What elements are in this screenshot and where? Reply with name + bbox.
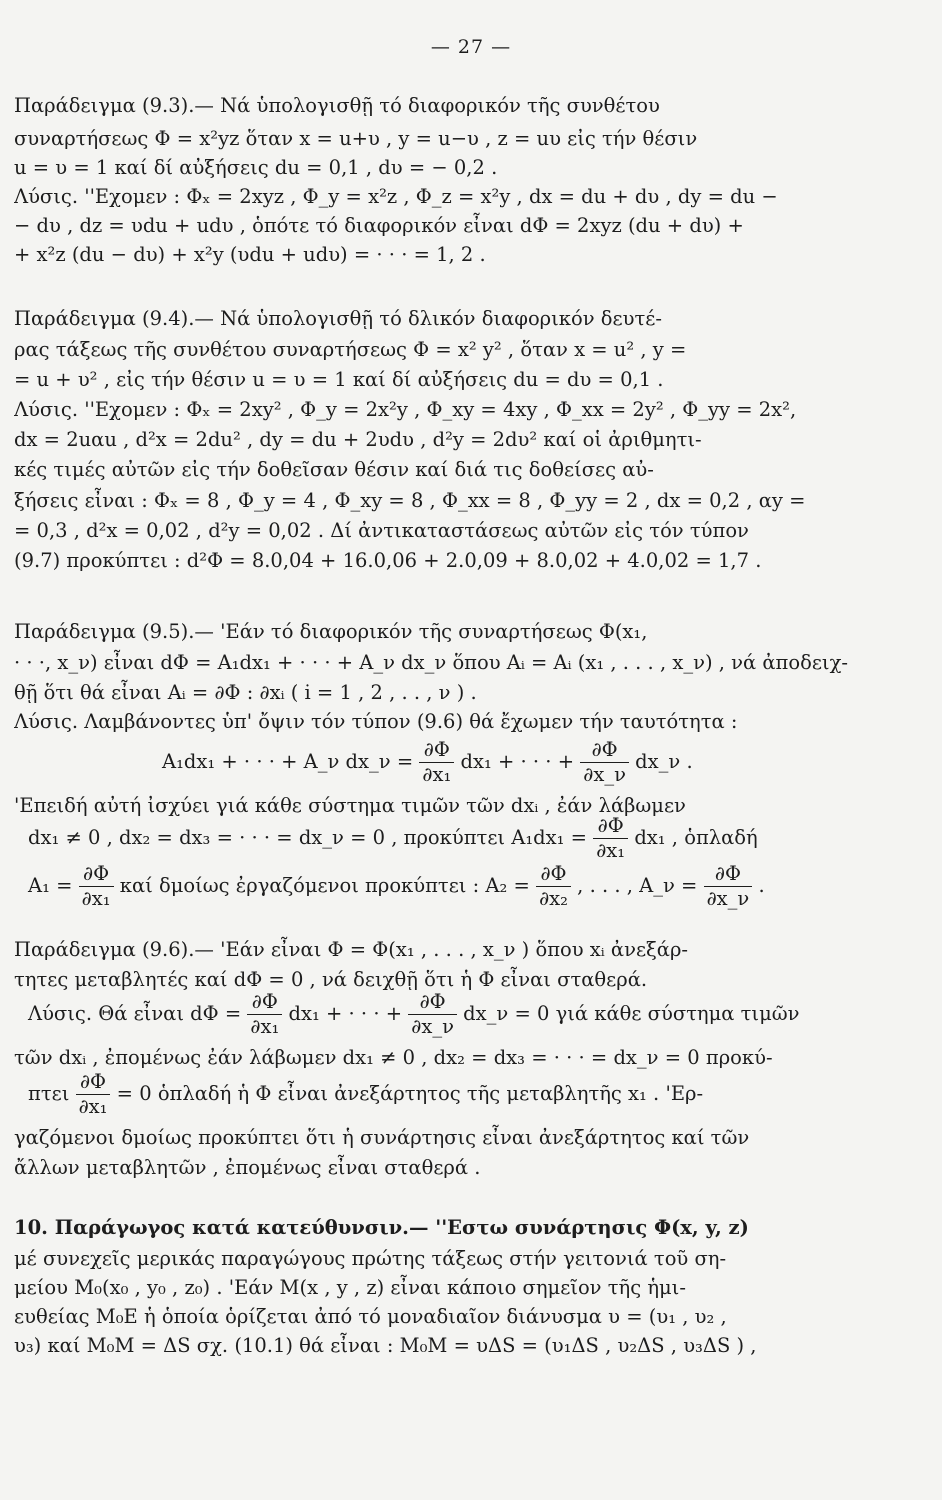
example-9-5-heading: Παράδειγμα (9.5).— 'Εάν τό διαφορικόν τῆς συναρτήσεως Φ(x₁, [14, 620, 648, 643]
equation-line [28, 814, 758, 863]
numerator: ∂Φ [593, 814, 628, 839]
denominator: ∂x₂ [539, 887, 568, 910]
numerator: ∂Φ [76, 1070, 111, 1095]
solution-line: Λύσις. ''Εχομεν : Φₓ = 2xy² , Φ_y = 2x²y , Φ_xy = 4xy , Φ_xx = 2y² , Φ_yy = 2x², [14, 398, 797, 421]
denominator: ∂x₁ [250, 1015, 280, 1038]
text-line: u = υ = 1 καί δί αὐξήσεις du = 0,1 , dυ = − 0,2 . [14, 156, 498, 179]
text-line: θῇ ὅτι θά εἶναι Aᵢ = ∂Φ : ∂xᵢ ( i = 1 , 2 , . . , ν ) . [14, 681, 477, 704]
equation-line [28, 1070, 703, 1119]
text-line: μέ συνεχεῖς μερικάς παραγώγους πρώτης τάξεως στήν γειτονιά τοῦ ση- [14, 1247, 727, 1270]
text-span: = 0 ὁπλαδή ἡ Φ εἶναι ἀνεξάρτητος τῆς μεταβλητῆς x₁ . 'Ερ- [116, 1082, 704, 1105]
fraction [593, 814, 628, 863]
text-span: dx₁ + · · · + [288, 1002, 403, 1025]
solution-line: Λύσις. Λαμβάνοντες ὑπ' ὄψιν τόν τύπον (9.6) θά ἔχωμεν τήν ταυτότητα : [14, 710, 738, 733]
text-span: A₁ = [28, 874, 73, 897]
text-line: (9.7) προκύπτει : d²Φ = 8.0,04 + 16.0,06 + 2.0,09 + 8.0,02 + 4.0,02 = 1,7 . [14, 549, 762, 572]
solution-line: Λύσις. ''Εχομεν : Φₓ = 2xyz , Φ_y = x²z , Φ_z = x²y , dx = du + dυ , dy = du − [14, 185, 778, 208]
text-line: συναρτήσεως Φ = x²yz ὅταν x = u+υ , y = u−υ , z = uυ εἰς τήν θέσιν [14, 127, 698, 150]
example-9-6-heading: Παράδειγμα (9.6).— 'Εάν εἶναι Φ = Φ(x₁ , . . . , x_ν ) ὅπου xᵢ ἀνεξάρ- [14, 938, 689, 961]
denominator: ∂x₁ [596, 839, 626, 862]
text-span: καί δμοίως ἐργαζόμενοι προκύπτει : A₂ = [119, 874, 530, 897]
equation-mid: dx₁ + · · · + [460, 750, 575, 773]
text-line: μείου M₀(x₀ , y₀ , z₀) . 'Εάν M(x , y , z) εἶναι κάποιο σημεῖον τῆς ἡμι- [14, 1276, 686, 1299]
denominator: ∂x_ν [583, 763, 626, 786]
display-equation [162, 738, 693, 787]
text-line: κές τιμές αὐτῶν εἰς τήν δοθεῖσαν θέσιν καί διά τις δοθείσες αὐ- [14, 458, 654, 481]
text-line: ρας τάξεως τῆς συνθέτου συναρτήσεως Φ = x² y² , ὅταν x = u² , y = [14, 338, 687, 361]
fraction [408, 990, 457, 1039]
text-line: − dυ , dz = υdu + udυ , ὁπότε τό διαφορικόν εἶναι dΦ = 2xyz (du + dυ) + [14, 214, 744, 237]
text-line: = u + υ² , εἰς τήν θέσιν u = υ = 1 καί δί αὐξήσεις du = dυ = 0,1 . [14, 368, 664, 391]
equation-lhs: A₁dx₁ + · · · + A_ν dx_ν = [162, 750, 414, 773]
text-line: ευθείας M₀E ἡ ὁποία ὁρίζεται ἀπό τό μοναδιαῖον διάνυσμα υ = (υ₁ , υ₂ , [14, 1305, 727, 1328]
text-span: , . . . , A_ν = [577, 874, 698, 897]
text-line: dx = 2uαu , d²x = 2du² , dy = du + 2υdυ , d²y = 2dυ² καί οἱ ἀριθμητι- [14, 428, 702, 451]
page-number: — 27 — [430, 36, 512, 58]
text-line: γαζόμενοι δμοίως προκύπτει ὅτι ἡ συνάρτησις εἶναι ἀνεξάρτητος καί τῶν [14, 1126, 750, 1149]
fraction [536, 862, 571, 911]
text-line: τητες μεταβλητές καί dΦ = 0 , νά δειχθῇ ὅτι ἡ Φ εἶναι σταθερά. [14, 968, 648, 991]
fraction [419, 738, 454, 787]
text-line: ξήσεις εἶναι : Φₓ = 8 , Φ_y = 4 , Φ_xy = 8 , Φ_xx = 8 , Φ_yy = 2 , dx = 0,2 , αy = [14, 489, 806, 512]
text-span: dx₁ ≠ 0 , dx₂ = dx₃ = · · · = dx_ν = 0 , προκύπτει A₁dx₁ = [28, 826, 587, 849]
text-line: 'Επειδή αὐτή ἰσχύει γιά κάθε σύστημα τιμῶν τῶν dxᵢ , ἐάν λάβωμεν [14, 794, 686, 817]
denominator: ∂x₁ [78, 1095, 108, 1118]
text-span: dx_ν = 0 γιά κάθε σύστημα τιμῶν [463, 1002, 800, 1025]
text-span: . [758, 874, 765, 897]
numerator: ∂Φ [580, 738, 629, 763]
text-span: πτει [28, 1082, 70, 1105]
numerator: ∂Φ [247, 990, 282, 1015]
denominator: ∂x₁ [422, 763, 452, 786]
numerator: ∂Φ [536, 862, 571, 887]
fraction [76, 1070, 111, 1119]
fraction [79, 862, 114, 911]
text-line: = 0,3 , d²x = 0,02 , d²y = 0,02 . Δί ἀντικαταστάσεως αὐτῶν εἰς τόν τύπον [14, 519, 749, 542]
text-line: · · ·, x_ν) εἶναι dΦ = A₁dx₁ + · · · + A_ν dx_ν ὅπου Aᵢ = Aᵢ (x₁ , . . . , x_ν) , νά ἀποδειχ- [14, 651, 848, 674]
solution-label: Λύσις. Θά εἶναι dΦ = [28, 1002, 242, 1025]
fraction [247, 990, 282, 1039]
equation-line [28, 990, 800, 1039]
numerator: ∂Φ [704, 862, 753, 887]
fraction [580, 738, 629, 787]
text-line: τῶν dxᵢ , ἐπομένως ἐάν λάβωμεν dx₁ ≠ 0 , dx₂ = dx₃ = · · · = dx_ν = 0 προκύ- [14, 1046, 773, 1069]
denominator: ∂x₁ [81, 887, 111, 910]
denominator: ∂x_ν [706, 887, 750, 910]
example-9-3-heading: Παράδειγμα (9.3).— Νά ὑπολογισθῇ τό διαφορικόν τῆς συνθέτου [14, 94, 660, 117]
numerator: ∂Φ [79, 862, 114, 887]
text-line: υ₃) καί M₀M = ΔS σχ. (10.1) θά εἶναι : M₀M = υΔS = (υ₁ΔS , υ₂ΔS , υ₃ΔS ) , [14, 1334, 757, 1357]
text-span: dx₁ , ὁπλαδή [634, 826, 758, 849]
numerator: ∂Φ [419, 738, 454, 763]
numerator: ∂Φ [408, 990, 457, 1015]
section-10-heading: 10. Παράγωγος κατά κατεύθυνσιν.— ''Εστω συνάρτησις Φ(x, y, z) [14, 1216, 749, 1239]
equation-line [28, 862, 765, 911]
text-line: ἄλλων μεταβλητῶν , ἐπομένως εἶναι σταθερά . [14, 1156, 481, 1179]
denominator: ∂x_ν [411, 1015, 454, 1038]
example-9-4-heading: Παράδειγμα (9.4).— Νά ὑπολογισθῇ τό δλικόν διαφορικόν δευτέ- [14, 307, 662, 330]
equation-end: dx_ν . [635, 750, 693, 773]
text-line: + x²z (du − dυ) + x²y (υdu + udυ) = · · · = 1, 2 . [14, 243, 486, 266]
fraction [704, 862, 753, 911]
